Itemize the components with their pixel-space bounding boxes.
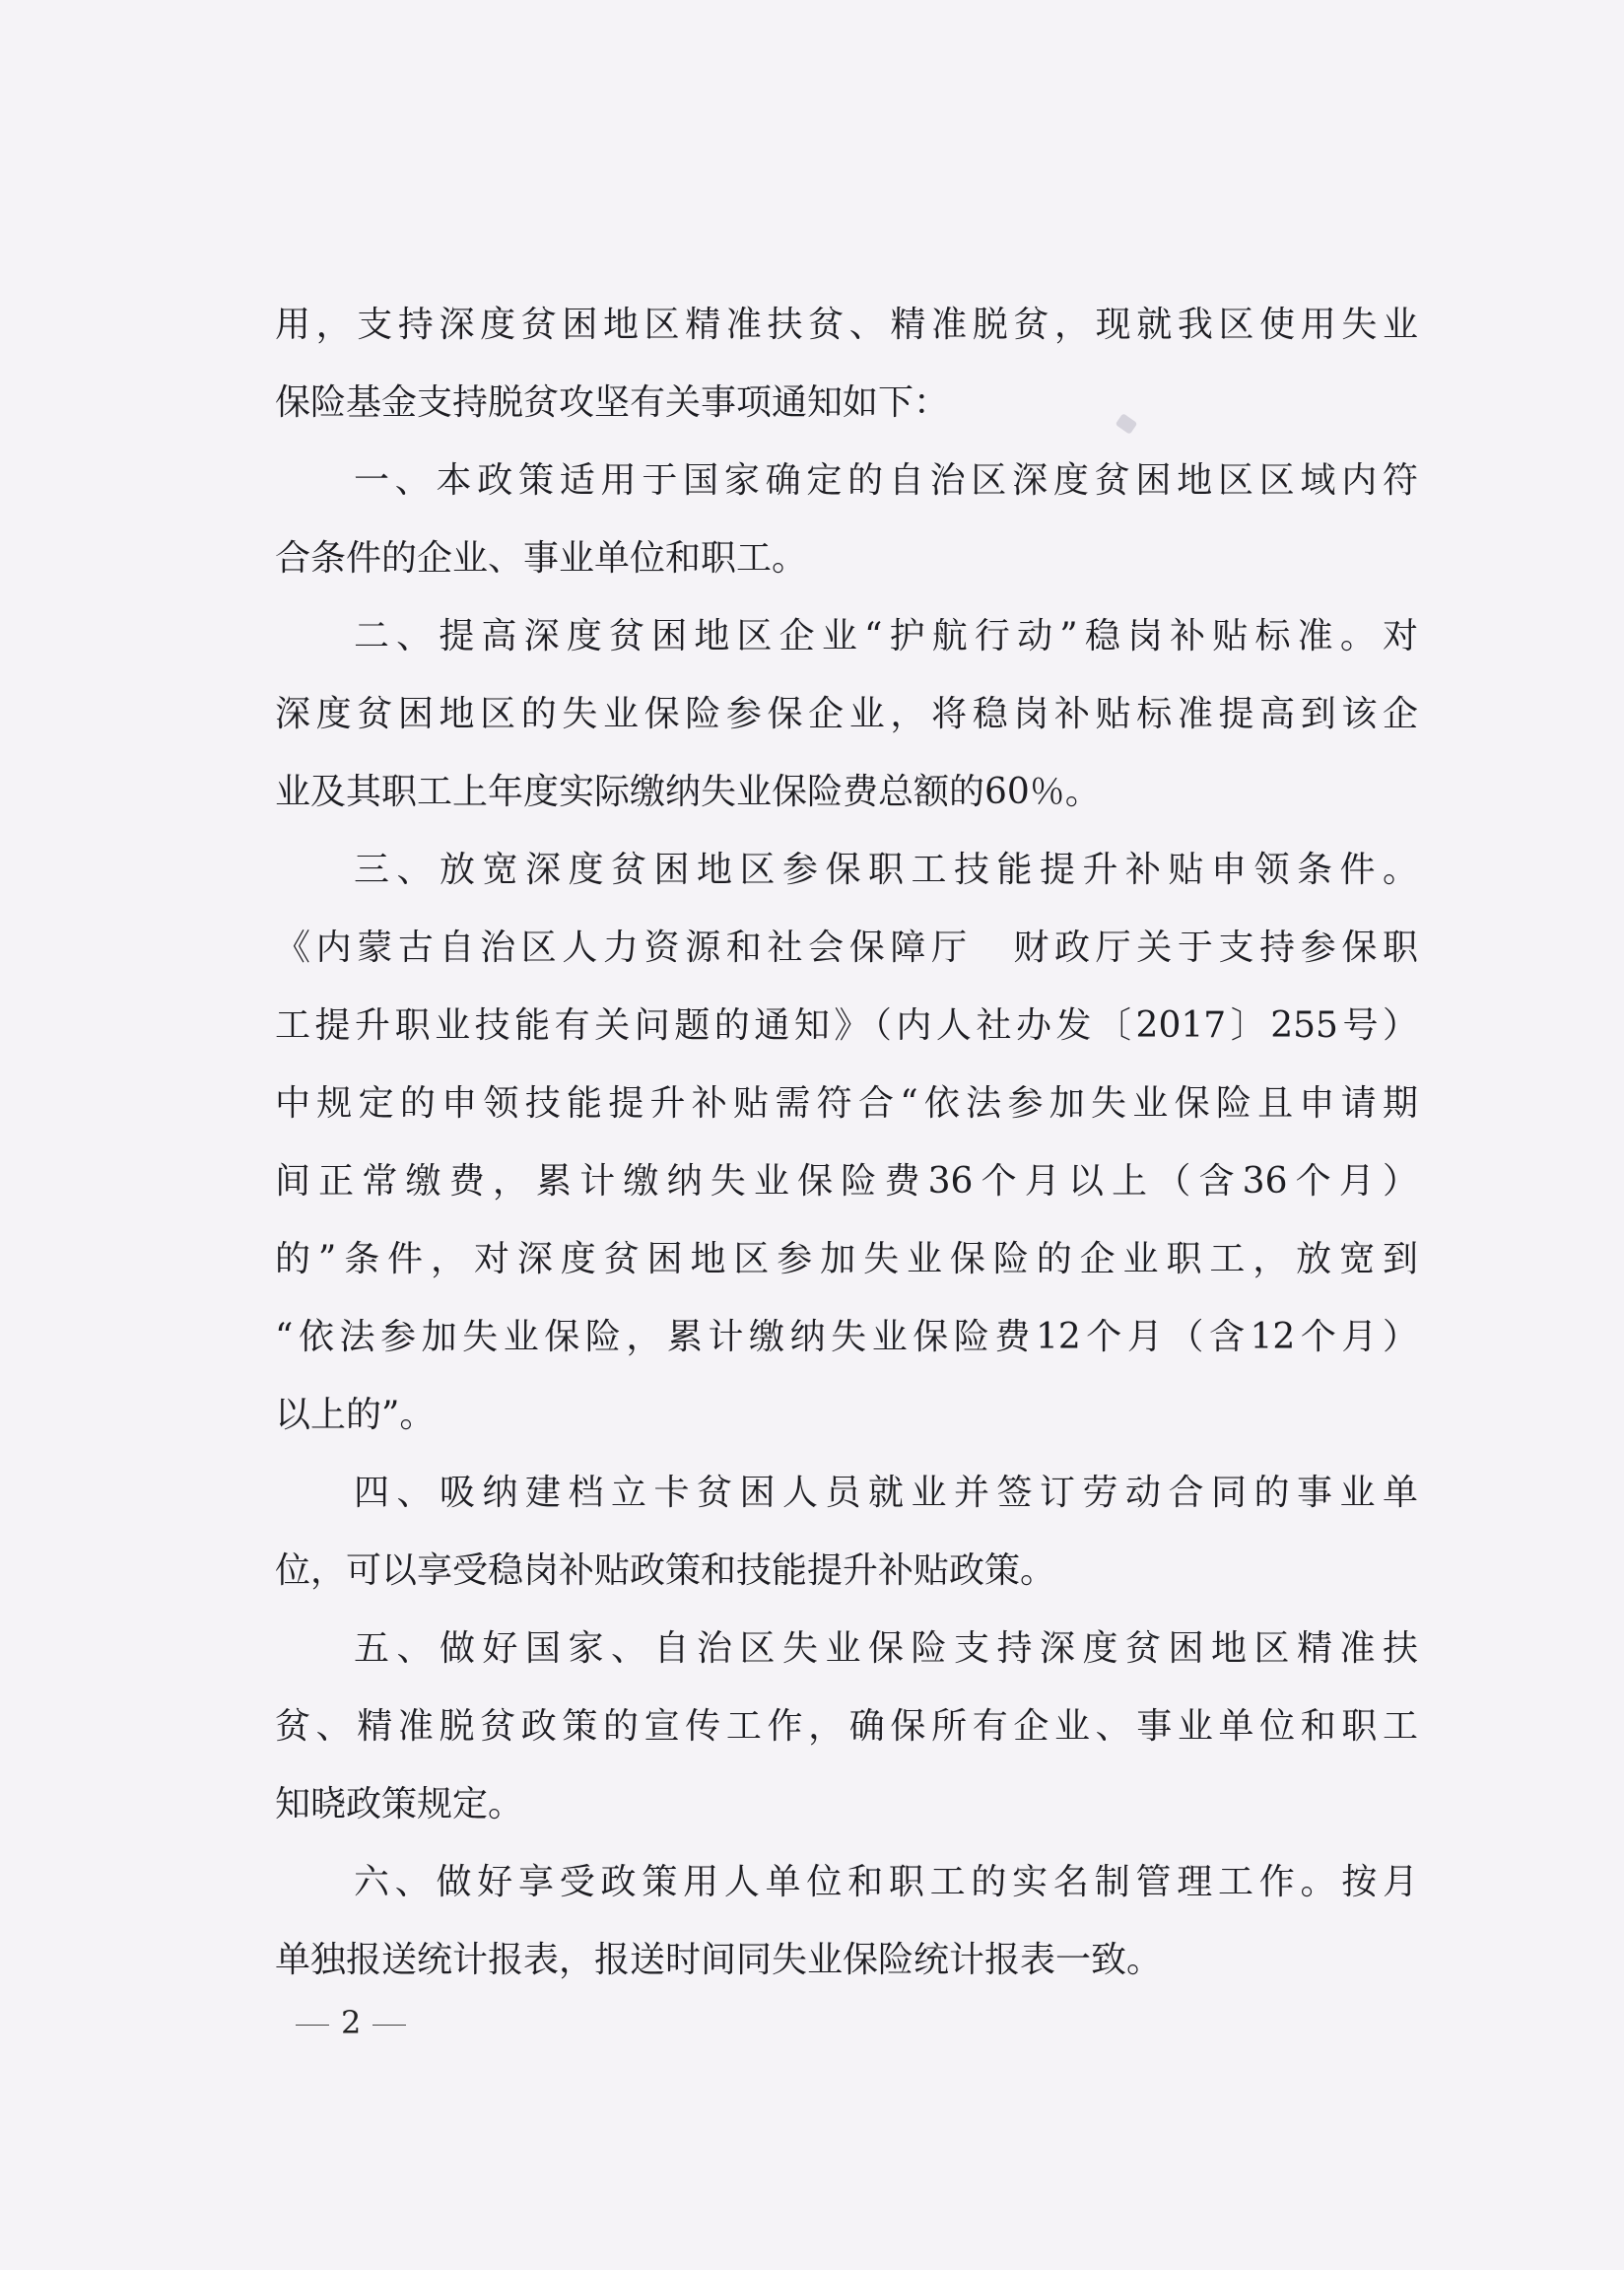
body-line: 保险基金支持脱贫攻坚有关事项通知如下： [275, 382, 950, 423]
body-line: 间正常缴费，累计缴纳失业保险费36个月以上（含36个月） [275, 1161, 1418, 1202]
page-number-dash-left [296, 2025, 329, 2026]
body-line: 五、做好国家、自治区失业保险支持深度贫困地区精准扶 [354, 1628, 1418, 1669]
body-line: 业及其职工上年度实际缴纳失业保险费总额的60％。 [275, 772, 1101, 812]
body-line: 一、本政策适用于国家确定的自治区深度贫困地区区域内符 [354, 460, 1418, 501]
body-line: 二、提高深度贫困地区企业“护航行动”稳岗补贴标准。对 [354, 616, 1418, 656]
body-line: 深度贫困地区的失业保险参保企业，将稳岗补贴标准提高到该企 [275, 694, 1418, 734]
body-line: 六、做好享受政策用人单位和职工的实名制管理工作。按月 [354, 1862, 1418, 1902]
page-number-value: 2 [341, 2004, 362, 2041]
body-line: 工提升职业技能有关问题的通知》（内人社办发〔2017〕255号） [275, 1005, 1418, 1046]
body-line: 贫、精准脱贫政策的宣传工作，确保所有企业、事业单位和职工 [275, 1706, 1418, 1747]
body-line: 的”条件，对深度贫困地区参加失业保险的企业职工，放宽到 [275, 1239, 1418, 1279]
document-body [275, 286, 1418, 1999]
page-number-dash-right [372, 2025, 406, 2026]
page-number [284, 2004, 418, 2041]
body-line: 以上的”。 [275, 1395, 436, 1435]
body-line: 四、吸纳建档立卡贫困人员就业并签订劳动合同的事业单 [354, 1473, 1418, 1513]
body-line: “依法参加失业保险，累计缴纳失业保险费12个月（含12个月） [275, 1317, 1418, 1357]
body-line: 用，支持深度贫困地区精准扶贫、精准脱贫，现就我区使用失业 [275, 305, 1418, 345]
body-line: 中规定的申领技能提升补贴需符合“依法参加失业保险且申请期 [275, 1083, 1418, 1124]
body-line: 三、放宽深度贫困地区参保职工技能提升补贴申领条件。 [354, 850, 1418, 890]
body-line: 合条件的企业、事业单位和职工。 [275, 538, 808, 579]
body-line: 单独报送统计报表，报送时间同失业保险统计报表一致。 [275, 1940, 1163, 1980]
body-line: 位，可以享受稳岗补贴政策和技能提升补贴政策。 [275, 1550, 1056, 1591]
body-line: 知晓政策规定。 [275, 1784, 524, 1824]
body-line: 《内蒙古自治区人力资源和社会保障厅 财政厅关于支持参保职 [275, 928, 1418, 968]
